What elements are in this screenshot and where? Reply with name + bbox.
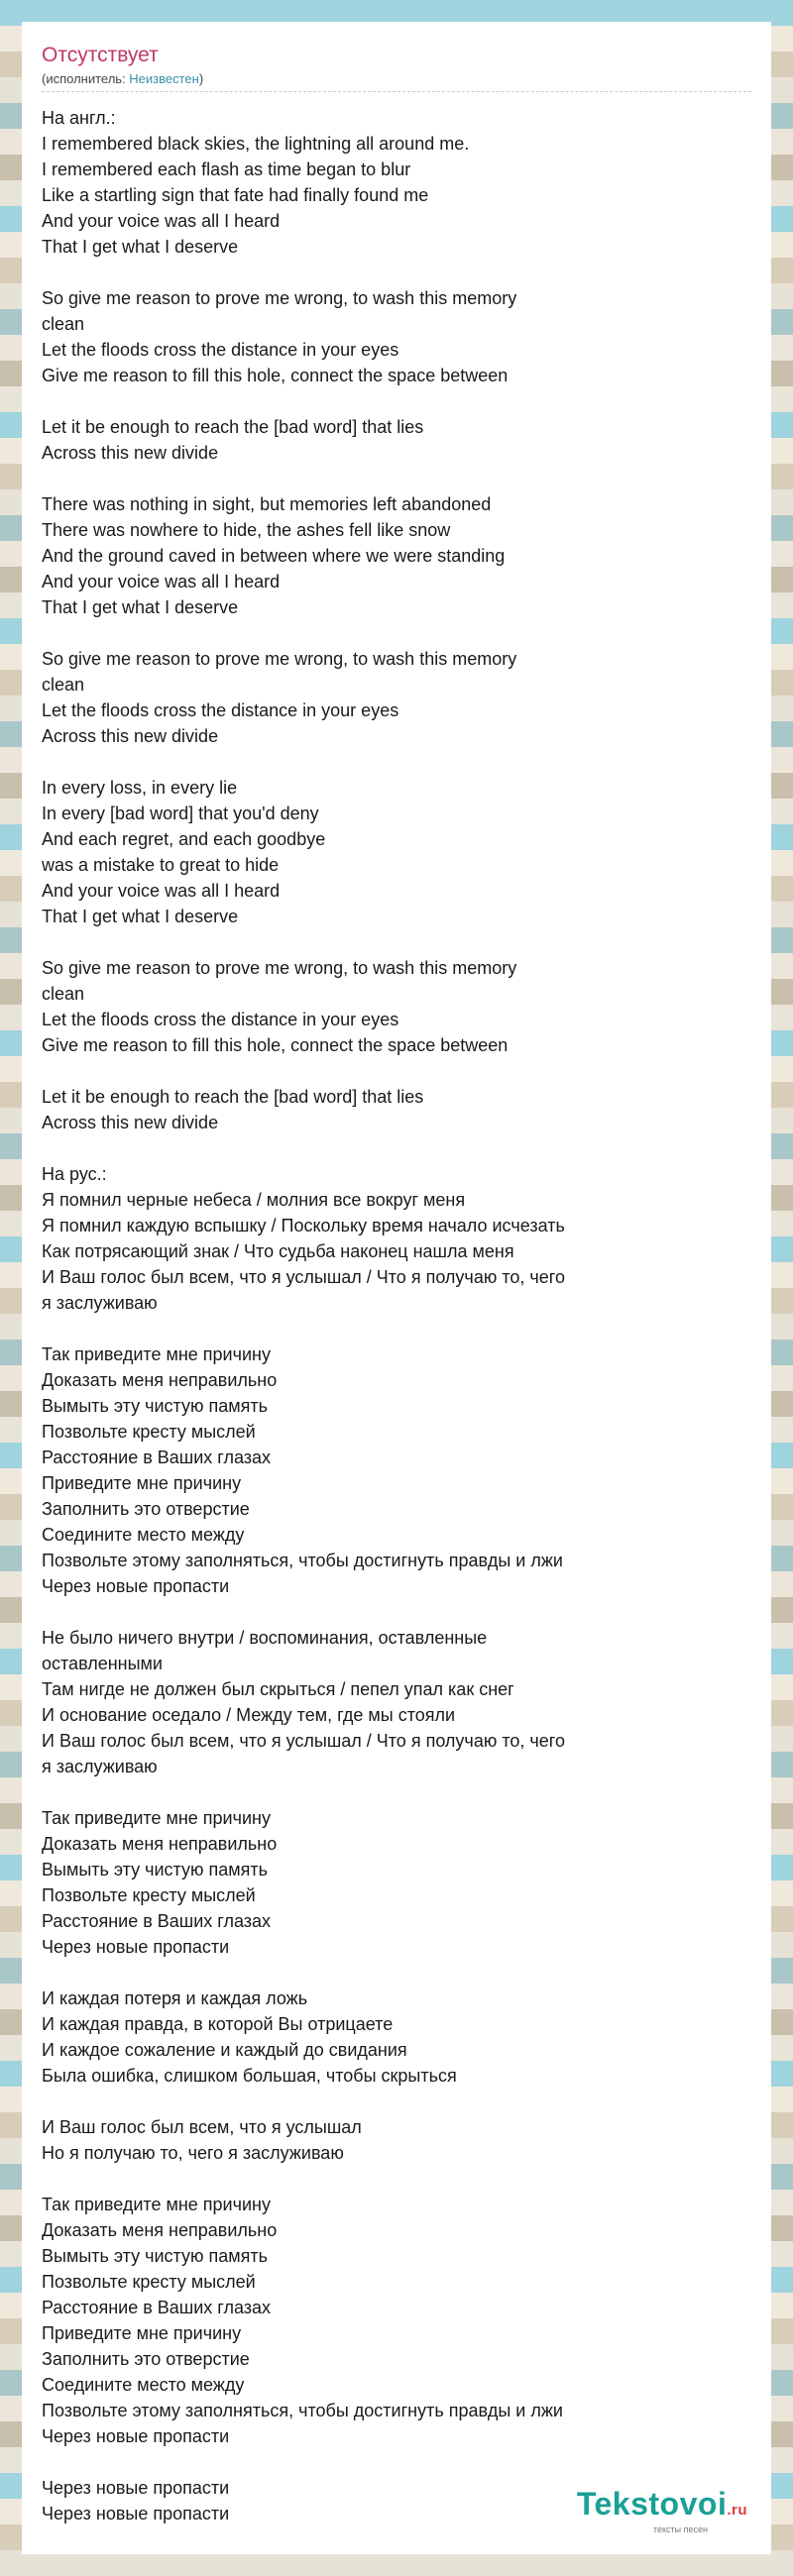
artist-byline [42,71,203,86]
lyrics-stanza [42,491,751,620]
logo-tagline: тексты песен [652,2524,708,2534]
lyric-line: Доказать меня неправильно [42,1370,278,1390]
lyric-line: Не было ничего внутри / воспоминания, оставленные [42,1628,488,1648]
lyric-line: Расстояние в Ваших глазах [42,1448,272,1467]
lyric-line: И Ваш голос был всем, что я услышал / Что я получаю то, чего [42,1267,565,1287]
artist-link[interactable]: Неизвестен [129,71,199,86]
lyric-line: Вымыть эту чистую память [42,2246,268,2266]
lyrics-stanza [42,1805,751,1960]
lyric-line: Так приведите мне причину [42,1808,271,1828]
lyric-line: Соедините место между [42,1525,245,1545]
byline-suffix: ) [198,71,204,86]
lyric-line: Across this new divide [42,1113,219,1132]
lyric-line: I remembered black skies, the lightning all around me. [42,134,470,154]
lyrics-stanza [42,285,751,388]
lyric-line: Доказать меня неправильно [42,1834,278,1854]
lyric-line: Заполнить это отверстие [42,1499,250,1519]
lyric-line: Вымыть эту чистую память [42,1396,268,1416]
lyric-line: clean [42,675,85,695]
lyric-line: Заполнить это отверстие [42,2349,250,2369]
lyric-line: Приведите мне причину [42,2323,242,2343]
lyric-line: Give me reason to fill this hole, connect the space between [42,1035,509,1055]
lyrics-stanza [42,2114,751,2166]
lyrics-stanza [42,955,751,1058]
logo-tld: .ru [727,2502,747,2519]
lyrics-stanza [42,1986,751,2089]
lyric-line: Вымыть эту чистую память [42,1860,268,1879]
lyric-line: I remembered each flash as time began to blur [42,160,411,179]
lyric-line: Через новые пропасти [42,2478,230,2498]
lyric-line: Через новые пропасти [42,2426,230,2446]
song-title: Отсутствует [42,44,159,66]
lyric-line: In every [bad word] that you'd deny [42,804,319,823]
lyric-line: There was nowhere to hide, the ashes fell like snow [42,520,451,540]
lyric-line: Как потрясающий знак / Что судьба наконец нашла меня [42,1241,514,1261]
lyric-line: Позвольте этому заполняться, чтобы достигнуть правды и лжи [42,1551,563,1570]
lyric-line: Across this new divide [42,726,219,746]
lyric-line: И Ваш голос был всем, что я услышал [42,2117,362,2137]
lyrics-text [42,105,751,2552]
lyric-line: Но я получаю то, чего я заслуживаю [42,2143,344,2163]
lyric-line: И каждое сожаление и каждый до свидания [42,2040,407,2060]
lyric-line: И каждая правда, в которой Вы отрицаете [42,2014,394,2034]
logo-wordmark [577,2488,747,2526]
lyric-line: Let the floods cross the distance in your eyes [42,700,399,720]
lyrics-stanza [42,1625,751,1779]
lyric-line: Я помнил каждую вспышку / Поскольку время начало исчезать [42,1216,565,1235]
lyric-line: Позвольте кресту мыслей [42,1885,256,1905]
lyric-line: я заслуживаю [42,1757,158,1776]
lyric-line: Расстояние в Ваших глазах [42,2298,272,2317]
lyrics-stanza [42,1084,751,1135]
lyric-line: Через новые пропасти [42,1576,230,1596]
lyric-line: На рус.: [42,1164,107,1184]
header-divider [42,91,751,92]
lyric-line: And your voice was all I heard [42,211,281,231]
lyric-line: So give me reason to prove me wrong, to wash this memory [42,958,517,978]
lyric-line: So give me reason to prove me wrong, to wash this memory [42,649,517,669]
lyric-line: clean [42,314,85,334]
lyric-line: Позвольте кресту мыслей [42,2272,256,2292]
lyric-line: So give me reason to prove me wrong, to wash this memory [42,288,517,308]
lyric-line: Через новые пропасти [42,1937,230,1957]
logo-name: Tekstovoi [576,2486,728,2522]
lyric-line: Like a startling sign that fate had finally found me [42,185,429,205]
lyric-line: There was nothing in sight, but memories left abandoned [42,494,492,514]
lyric-line: Give me reason to fill this hole, connect the space between [42,366,509,385]
lyrics-stanza [42,1161,751,1316]
lyric-line: Let it be enough to reach the [bad word] that lies [42,1087,424,1107]
lyric-line: Так приведите мне причину [42,2195,271,2214]
lyric-line: And your voice was all I heard [42,572,281,591]
lyrics-stanza [42,414,751,466]
lyric-line: На англ.: [42,108,116,128]
lyric-line: И основание оседало / Между тем, где мы стояли [42,1705,456,1725]
lyric-line: That I get what I deserve [42,237,239,257]
lyrics-stanza [42,775,751,929]
lyric-line: я заслуживаю [42,1293,158,1313]
lyric-line: Let the floods cross the distance in your eyes [42,1010,399,1029]
lyric-line: И каждая потеря и каждая ложь [42,1988,308,2008]
lyrics-stanza [42,646,751,749]
lyric-line: That I get what I deserve [42,597,239,617]
lyric-line: clean [42,984,85,1004]
lyric-line: Расстояние в Ваших глазах [42,1911,272,1931]
lyric-line: And your voice was all I heard [42,881,281,901]
site-logo[interactable] [577,2488,747,2534]
byline-prefix: (исполнитель: [42,71,130,86]
lyric-line: And the ground caved in between where we were standing [42,546,506,566]
lyric-line: Через новые пропасти [42,2504,230,2523]
lyric-line: Позвольте этому заполняться, чтобы достигнуть правды и лжи [42,2401,563,2420]
lyric-line: Я помнил черные небеса / молния все вокруг меня [42,1190,466,1210]
lyric-line: Соедините место между [42,2375,245,2395]
lyric-line: Let the floods cross the distance in your eyes [42,340,399,360]
lyrics-stanza [42,105,751,260]
lyric-line: In every loss, in every lie [42,778,238,798]
lyric-line: Позвольте кресту мыслей [42,1422,256,1442]
lyric-line: Let it be enough to reach the [bad word] that lies [42,417,424,437]
lyric-line: Across this new divide [42,443,219,463]
lyric-line: Так приведите мне причину [42,1344,271,1364]
lyric-line: was a mistake to great to hide [42,855,280,875]
lyric-line: That I get what I deserve [42,907,239,926]
lyric-line: And each regret, and each goodbye [42,829,326,849]
lyric-line: Там нигде не должен был скрыться / пепел упал как снег [42,1679,514,1699]
lyrics-stanza [42,2192,751,2449]
lyric-line: Доказать меня неправильно [42,2220,278,2240]
lyric-line: оставленными [42,1654,163,1673]
lyric-line: И Ваш голос был всем, что я услышал / Что я получаю то, чего [42,1731,565,1751]
lyric-line: Была ошибка, слишком большая, чтобы скрыться [42,2066,457,2086]
lyrics-card [22,22,771,2554]
lyric-line: Приведите мне причину [42,1473,242,1493]
lyrics-stanza [42,1342,751,1599]
